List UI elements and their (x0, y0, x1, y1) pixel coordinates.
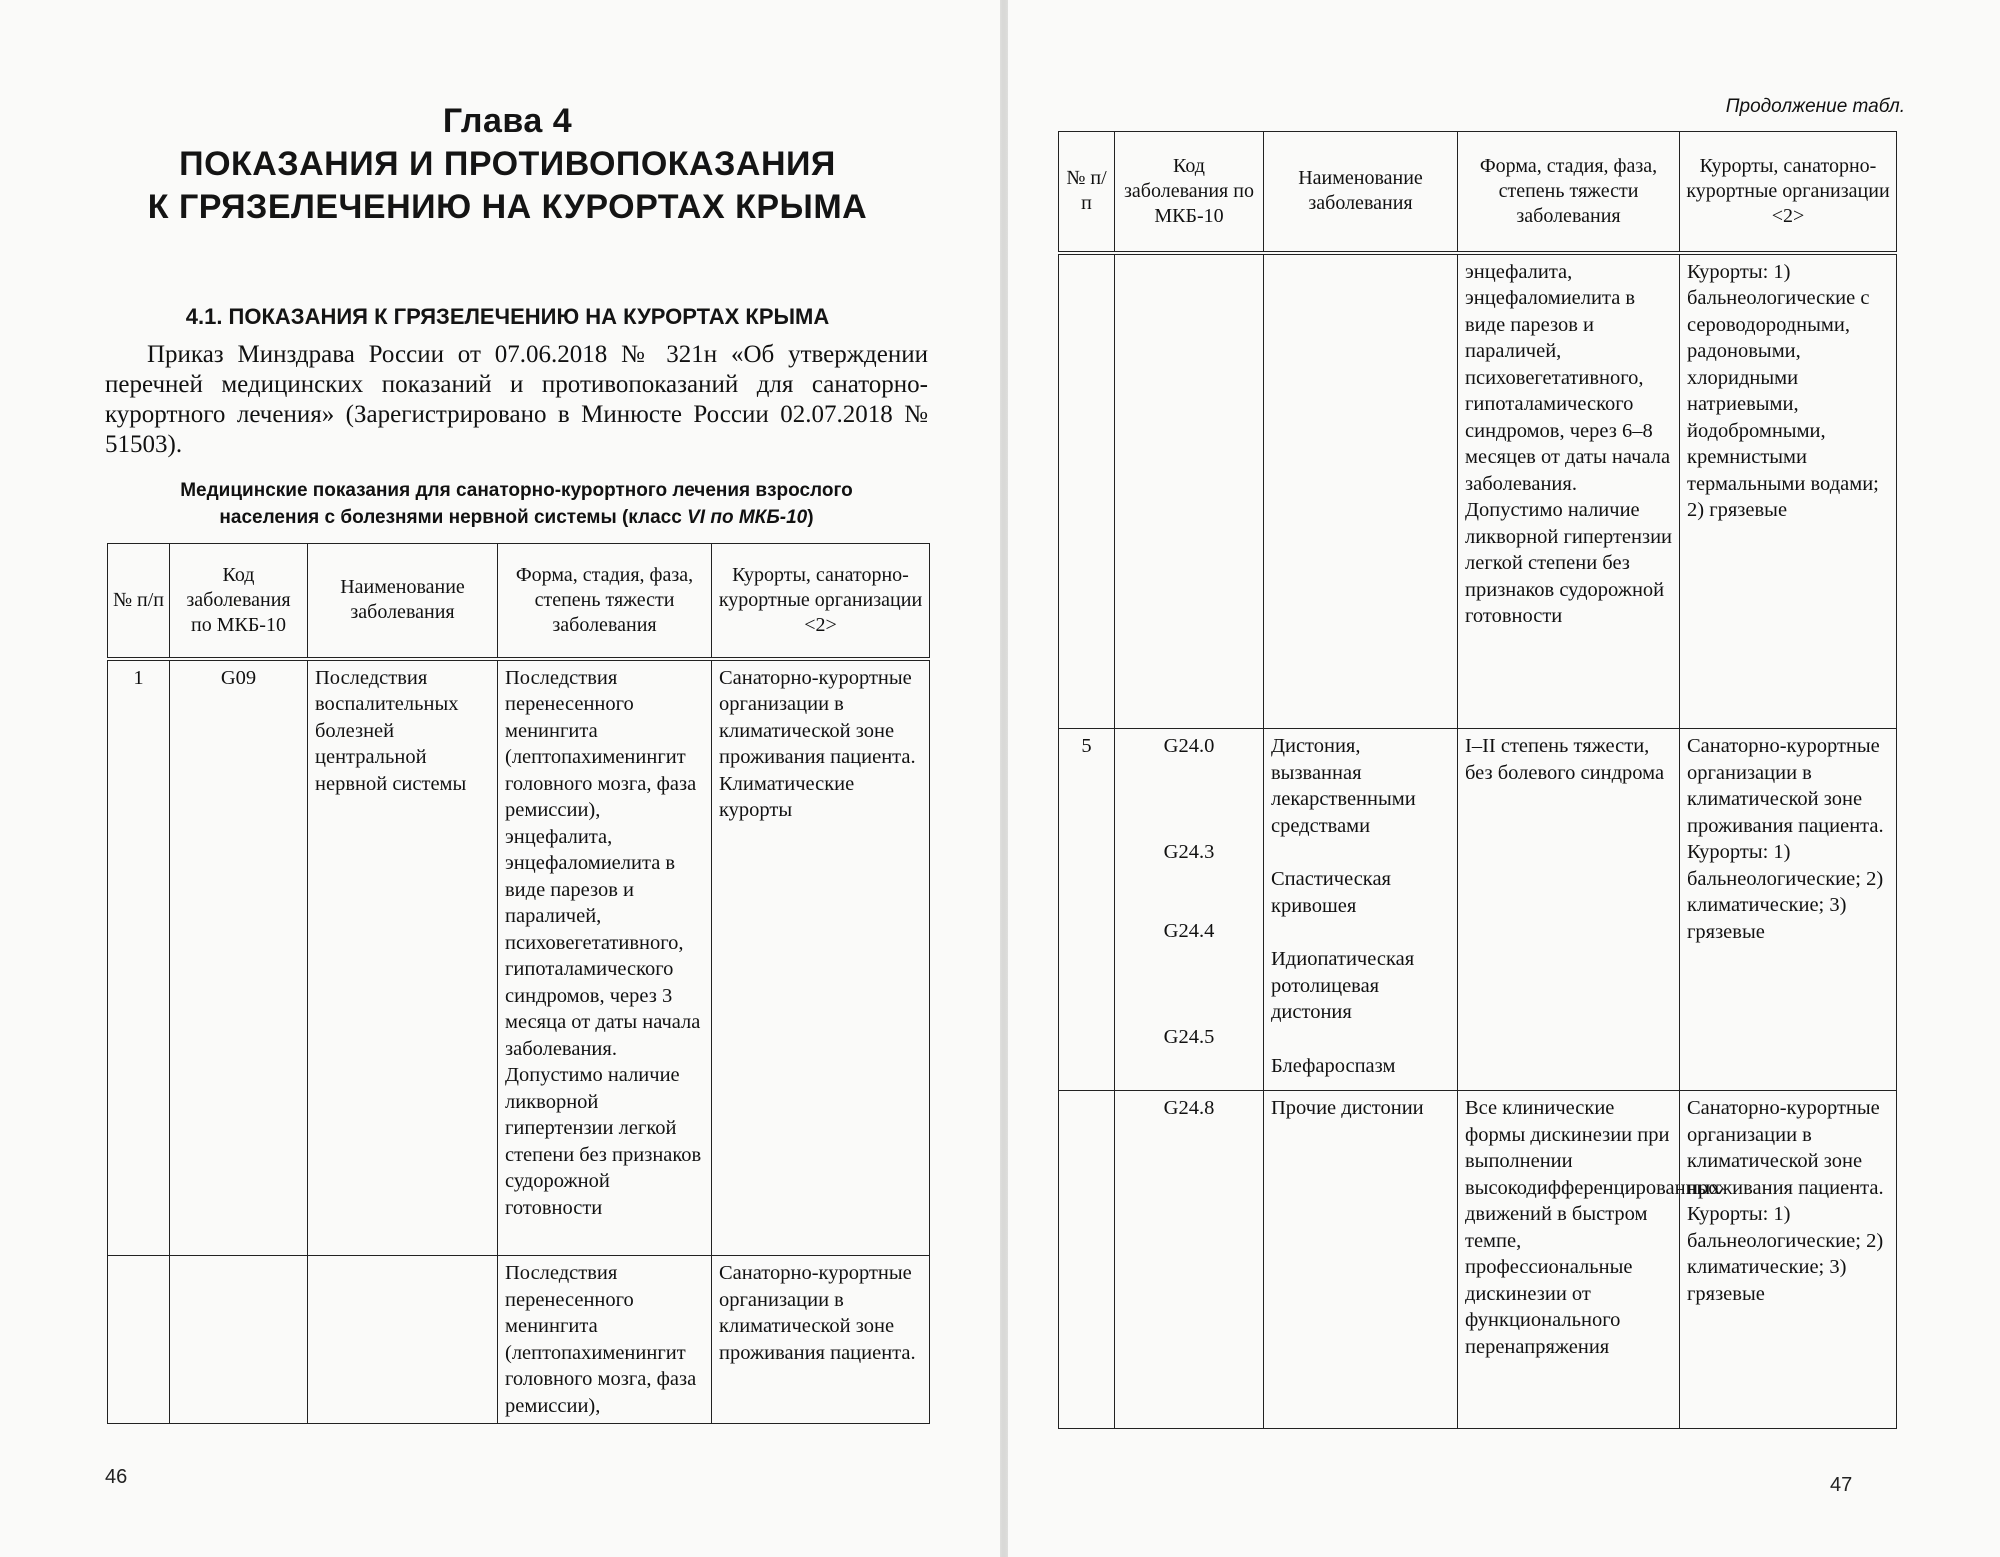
table-row (108, 659, 930, 1256)
row-resort: Санаторно-курортные организации в климатической зоне проживания пациента. Курорты: 1) бальнеологические; 2) климатические; 3) грязевые (1680, 729, 1897, 1091)
row-num (1059, 1091, 1115, 1429)
row-names: Дистония, вызванная лекарственными средствами Спастическая кривошея Идиопатическая ротолицевая дистония Блефароспазм (1264, 729, 1458, 1091)
header-num: № п/п (108, 544, 170, 659)
chapter-heading-line2: К ГРЯЗЕЛЕЧЕНИЮ НА КУРОРТАХ КРЫМА (147, 188, 868, 226)
row-code: G09 (170, 659, 308, 1256)
table-row (108, 1256, 930, 1424)
row-num (108, 1256, 170, 1424)
chapter-title (105, 100, 910, 229)
row-resort: Санаторно-курортные организации в климатической зоне проживания пациента. Климатические курорты (712, 659, 930, 1256)
page-number-left: 46 (105, 1466, 128, 1488)
row-num (1059, 253, 1115, 729)
table-row (1059, 1091, 1897, 1429)
row-name: Последствия воспалительных болезней центральной нервной системы (308, 659, 498, 1256)
row-codes: G24.0 G24.3 G24.4 G24.5 (1115, 729, 1264, 1091)
chapter-label: Глава 4 (442, 102, 573, 140)
row-form: I–II степень тяжести, без болевого синдрома (1458, 729, 1680, 1091)
chapter-heading-line1: ПОКАЗАНИЯ И ПРОТИВОПОКАЗАНИЯ (179, 145, 836, 183)
table-row (1059, 729, 1897, 1091)
caption-line-1: Медицинские показания для санаторно-курортного лечения взрослого (180, 480, 853, 501)
row-form: Последствия перенесенного менингита (лептопахименингит головного мозга, фаза ремиссии), (498, 1256, 712, 1424)
header-form: Форма, стадия, фаза, степень тяжести заболевания (498, 544, 712, 659)
row-num: 5 (1059, 729, 1115, 1091)
header-name: Наименование заболевания (1264, 132, 1458, 253)
indications-table-left (107, 543, 930, 1424)
section-title: 4.1. ПОКАЗАНИЯ К ГРЯЗЕЛЕЧЕНИЮ НА КУРОРТАХ КРЫМА (185, 304, 830, 329)
row-name (1264, 253, 1458, 729)
table-row (1059, 253, 1897, 729)
table-continuation-label: Продолжение табл. (1725, 96, 1905, 117)
row-form: Последствия перенесенного менингита (лептопахименингит головного мозга, фаза ремиссии), энцефалита, энцефаломиелита в виде парезов и параличей, психовегетативного, гипоталамического синдромов, через 3 месяца от даты начала заболевания. Допустимо наличие ликворной гипертензии легкой степени без признаков судорожной готовности (498, 659, 712, 1256)
header-name: Наименование заболевания (308, 544, 498, 659)
page-number-right: 47 (1830, 1474, 1853, 1496)
indications-table-right (1058, 131, 1897, 1429)
header-code: Код заболевания по МКБ-10 (1115, 132, 1264, 253)
header-resort: Курорты, санаторно-курортные организации <2> (712, 544, 930, 659)
header-form: Форма, стадия, фаза, степень тяжести заболевания (1458, 132, 1680, 253)
caption-line-2: населения с болезнями нервной системы (класс VI по МКБ-10) (219, 507, 814, 528)
header-code: Код заболевания по МКБ-10 (170, 544, 308, 659)
row-form: Все клинические формы дискинезии при выполнении высокодифференцированных движений в быстром темпе, профессиональные дискинезии от функционального перенапряжения (1458, 1091, 1680, 1429)
row-code (170, 1256, 308, 1424)
intro-paragraph: Приказ Минздрава России от 07.06.2018 № 321н «Об утверждении перечней медицинских показаний и противопоказаний для санаторно-курортного лечения» (Зарегистрировано в Минюсте России 02.07.2018 № 51503). (105, 341, 928, 458)
table-caption (105, 477, 928, 531)
header-num: № п/п (1059, 132, 1115, 253)
row-form: энцефалита, энцефаломиелита в виде парезов и параличей, психовегетативного, гипоталамического синдромов, через 6–8 месяцев от даты начала заболевания. Допустимо наличие ликворной гипертензии легкой степени без признаков судорожной готовности (1458, 253, 1680, 729)
row-code: G24.8 (1115, 1091, 1264, 1429)
row-name (308, 1256, 498, 1424)
header-resort: Курорты, санаторно-курортные организации <2> (1680, 132, 1897, 253)
row-num: 1 (108, 659, 170, 1256)
row-resort: Санаторно-курортные организации в климатической зоне проживания пациента. Курорты: 1) бальнеологические; 2) климатические; 3) грязевые (1680, 1091, 1897, 1429)
row-resort: Санаторно-курортные организации в климатической зоне проживания пациента. (712, 1256, 930, 1424)
row-resort: Курорты: 1) бальнеологические с сероводородными, радоновыми, хлоридными натриевыми, йодобромными, кремнистыми термальными водами; 2) грязевые (1680, 253, 1897, 729)
row-name: Прочие дистонии (1264, 1091, 1458, 1429)
row-code (1115, 253, 1264, 729)
